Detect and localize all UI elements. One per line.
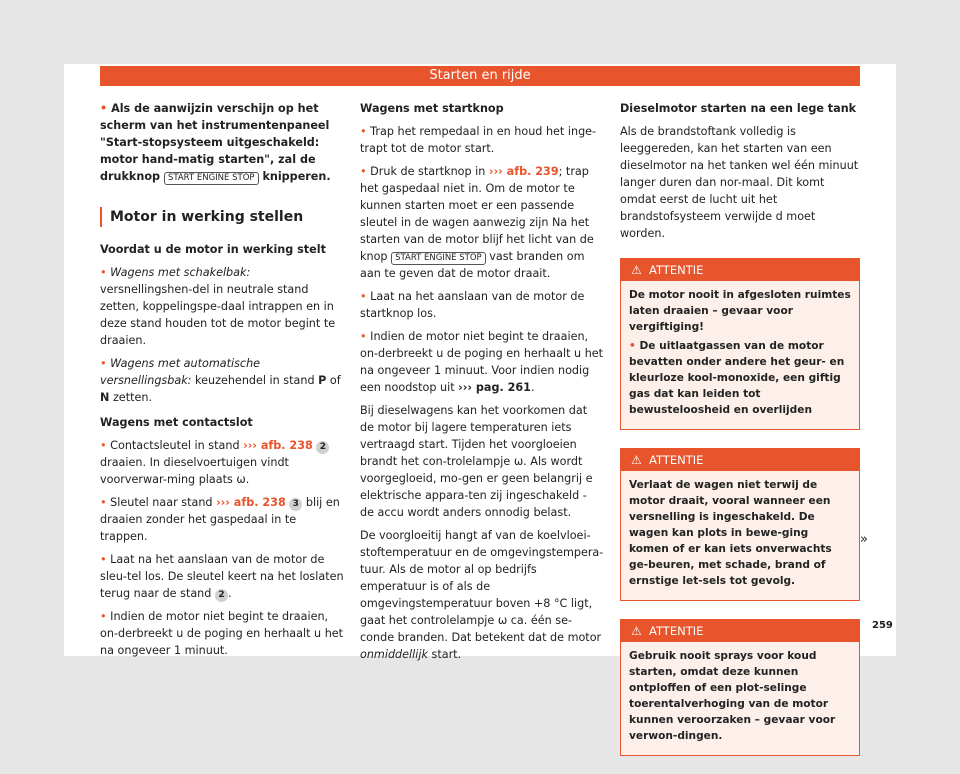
bullet-icon: • <box>629 340 636 352</box>
contact-step-1: • Contactsleutel in stand ››› afb. 238 2 draaien. In dieselvoertuigen vindt voorverwar-ming plaats ω. <box>100 437 344 488</box>
page-header: Starten en rijde <box>100 66 860 86</box>
position-marker: 2 <box>316 441 329 454</box>
diesel-empty-heading: Dieselmotor starten na een lege tank <box>620 102 857 115</box>
attention-body: Gebruik nooit sprays voor koud starten, omdat deze kunnen ontploffen of een plot-selinge toerentalverhoging van de motor kunnen veroorzaken – gevaar voor verwon-dingen. <box>629 650 836 742</box>
diesel-empty-text: Als de brandstoftank volledig is leeggereden, kan het starten van een dieselmotor na het tanken wel één minuut langer duren dan nor-maal. Dit komt omdat eerst de lucht uit het brandstofsysteem verwijde d moet worden. <box>620 125 859 240</box>
bullet-icon: • <box>100 102 108 115</box>
attention-body: Verlaat de wagen niet terwij de motor draait, vooral wanneer een versnelling is ingeschakeld. De wagen kan plots in bewe-ging komen of er kan iets onverwachts ge-beuren, met schade, brand of ernstige let-sels tot gevolg. <box>629 479 832 587</box>
bullet-icon: • <box>360 290 367 303</box>
bullet-icon: • <box>100 496 107 509</box>
bullet-icon: • <box>100 439 107 452</box>
before-heading: Voordat u de motor in werking stelt <box>100 243 326 256</box>
auto-item: • Wagens met automatische versnellingsbak: keuzehendel in stand P of N zetten. <box>100 357 341 404</box>
bullet-icon: • <box>360 165 367 178</box>
position-marker: 2 <box>215 589 228 602</box>
attention-box-3 <box>620 619 860 756</box>
position-marker: 3 <box>289 498 302 511</box>
warning-icon: ⚠ <box>631 624 642 638</box>
contact-step-2: • Sleutel naar stand ››› afb. 238 3 blij en draaien zonder het gaspedaal in te trappen. <box>100 496 340 543</box>
startknop-step-2: • Druk de startknop in ››› afb. 239; trap het gaspedaal niet in. Om de motor te kunnen starten moet er een passende sleutel in de wagen aanwezig zijn Na het starten van de motor blijf het licht van de knop START ENGINE STOP vast branden om aan te geven dat de motor draait. <box>360 165 594 280</box>
contact-step-4: • Indien de motor niet begint te draaien, on-derbreekt u de poging en herhaalt u het na ongeveer 1 minuut. <box>100 610 344 657</box>
attention-box-1 <box>620 258 860 430</box>
startknop-heading: Wagens met startknop <box>360 102 504 115</box>
column-right <box>620 100 860 774</box>
continue-arrow: » <box>860 532 868 547</box>
column-middle <box>360 100 604 669</box>
diesel-paragraph-1: Bij dieselwagens kan het voorkomen dat de motor bij lagere temperaturen iets vertraagd start. Tijden het voorgloeien brandt het con-trolelampje ω. Als wordt voorgegloeid, mo-gen er geen belangrij e elektrische appara-ten zij ingeschakeld - de accu wordt anders onnodig belast. <box>360 404 593 519</box>
page-number: 259 <box>872 620 893 631</box>
attention-header: ⚠ ATTENTIE <box>621 620 859 642</box>
page-link[interactable]: ››› pag. 261 <box>458 381 531 394</box>
bullet-icon: • <box>360 125 367 138</box>
startknop-step-3: • Laat na het aanslaan van de motor de startknop los. <box>360 290 585 320</box>
start-engine-stop-key: START ENGINE STOP <box>391 252 486 265</box>
manual-item: • Wagens met schakelbak: versnellingshen-del in neutrale stand zetten, koppelingspe-daal intrappen en in deze stand houden tot de motor begint te draaien. <box>100 266 336 347</box>
warning-icon: ⚠ <box>631 263 642 277</box>
bullet-icon: • <box>360 330 367 343</box>
contact-heading: Wagens met contactslot <box>100 416 253 429</box>
intro-note: • Als de aanwijzin verschijn op het scherm van het instrumentenpaneel "Start-stopsysteem uitgeschakeld: motor hand-matig starten", zal de drukknop START ENGINE STOP knipperen. <box>100 102 331 183</box>
column-left <box>100 100 344 665</box>
warning-icon: ⚠ <box>631 453 642 467</box>
figure-link[interactable]: ››› afb. 238 <box>216 496 286 509</box>
attention-header: ⚠ ATTENTIE <box>621 259 859 281</box>
attention-header: ⚠ ATTENTIE <box>621 449 859 471</box>
bullet-icon: • <box>100 610 107 623</box>
start-engine-stop-key: START ENGINE STOP <box>164 172 259 185</box>
startknop-step-1: • Trap het rempedaal in en houd het inge-trapt tot de motor start. <box>360 125 597 155</box>
section-title: Motor in werking stellen <box>100 207 344 227</box>
attention-body: De motor nooit in afgesloten ruimtes laten draaien – gevaar voor vergiftiging! • De uitlaatgassen van de motor bevatten onder andere het geur- en kleurloze kool-monoxide, een giftig gas dat kan leiden tot bewusteloosheid en overlijden <box>629 289 851 416</box>
startknop-step-4: • Indien de motor niet begint te draaien, on-derbreekt u de poging en herhaalt u het na ongeveer 1 minuut. Voor indien nodig een noodstop uit ››› pag. 261. <box>360 330 604 394</box>
diesel-paragraph-2: De voorgloeitij hangt af van de koelvloei-stoftemperatuur en de omgevingstempera-tuur. Als de motor al op bedrijfs emperatuur is of als de omgevingstemperatuur boven +8 °C ligt, gaat het controlelampje ω ca. één se-conde branden. Dat betekent dat de motor onmiddellijk start. <box>360 529 604 661</box>
figure-link[interactable]: ››› afb. 239 <box>488 165 559 178</box>
bullet-icon: • <box>100 553 107 566</box>
bullet-icon: • <box>100 357 107 370</box>
bullet-icon: • <box>100 266 107 279</box>
attention-box-2 <box>620 448 860 601</box>
contact-step-3: • Laat na het aanslaan van de motor de sleu-tel los. De sleutel keert na het loslaten terug naar de stand 2 . <box>100 553 344 600</box>
figure-link[interactable]: ››› afb. 238 <box>243 439 313 452</box>
